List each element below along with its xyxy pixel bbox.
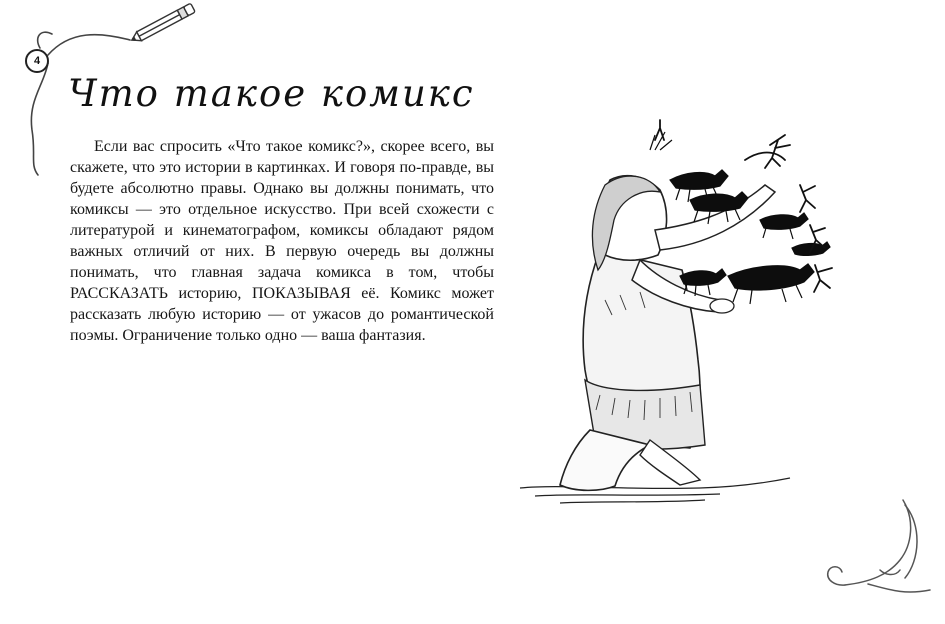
- caveman-painting-animals-illustration: [520, 120, 832, 503]
- corner-swirl-icon: [828, 500, 930, 592]
- page-number: 4: [25, 49, 49, 73]
- page-title: Что такое комикс: [68, 72, 475, 115]
- body-paragraph: Если вас спросить «Что такое комикс?», скорее всего, вы скажете, что это истории в картинках. И говоря по-правде, вы будете абсолютно правы. Однако вы должны понимать, что комиксы — это отдельное искусство. При всей схожести с литературой и кинематографом, комиксы обладают рядом важных отличий от них. В первую очередь вы должны понимать, что главная задача комикса в том, чтобы РАССКАЗАТЬ историю, ПОКАЗЫВАЯ её. Комикс может рассказать любую историю — от ужасов до романтической поэмы. Ограничение только одно — ваша фантазия.: [70, 138, 494, 344]
